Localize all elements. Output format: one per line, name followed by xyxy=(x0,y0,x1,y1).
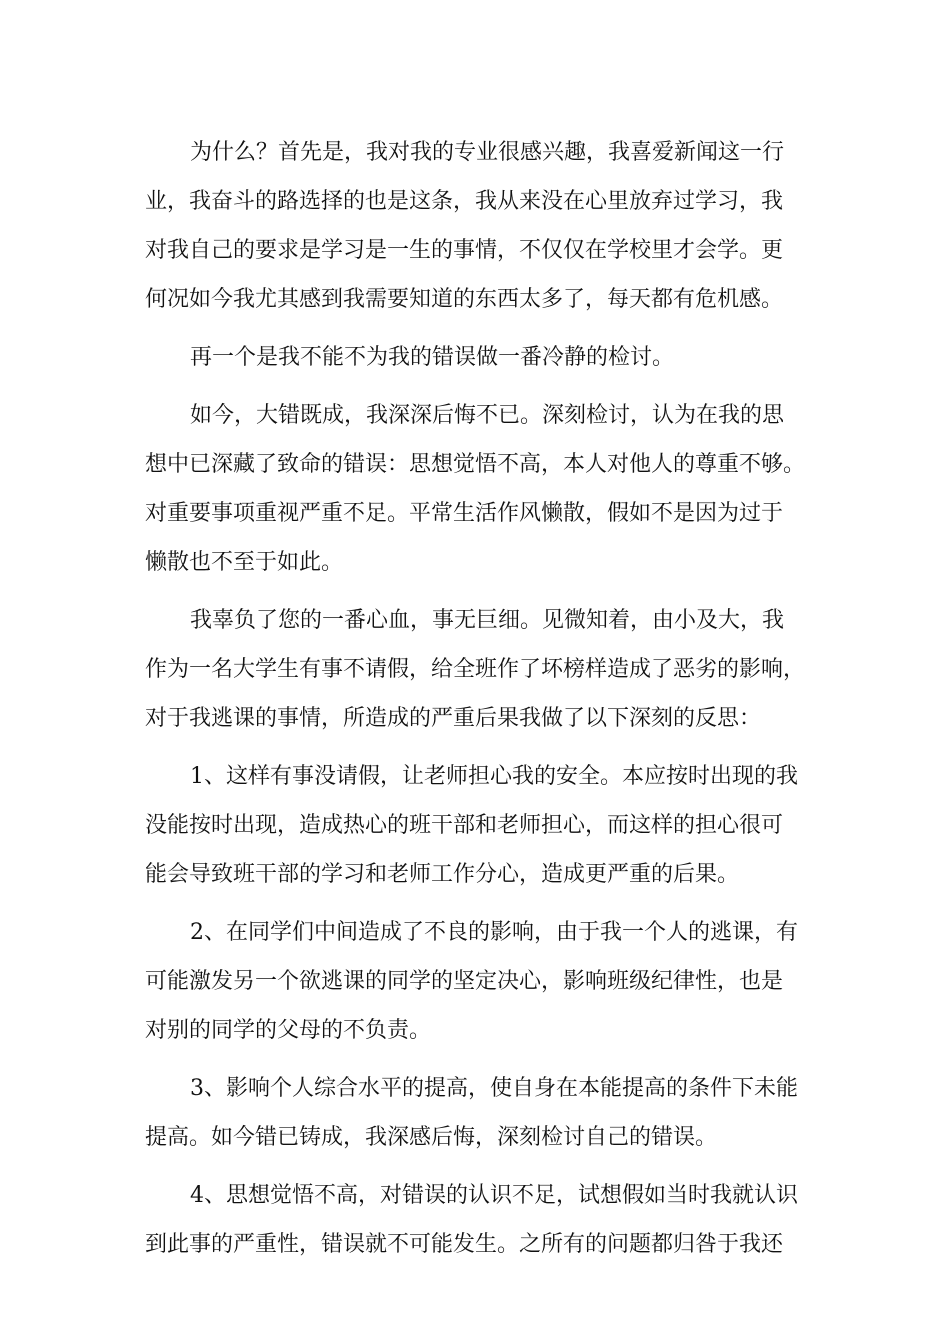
paragraph-line: 对于我逃课的事情，所造成的严重后果我做了以下深刻的反思： xyxy=(145,706,762,731)
paragraph-line: 能会导致班干部的学习和老师工作分心，造成更严重的后果。 xyxy=(145,862,740,887)
paragraph-line: 何况如今我尤其感到我需要知道的东西太多了，每天都有危机感。 xyxy=(145,287,784,312)
paragraph-line: 懒散也不至于如此。 xyxy=(145,550,344,575)
paragraph-4 xyxy=(145,596,817,743)
paragraph-line: 对重要事项重视严重不足。平常生活作风懒散，假如不是因为过于 xyxy=(145,501,784,526)
paragraph-7 xyxy=(145,1064,817,1162)
paragraph-3 xyxy=(145,391,817,587)
document-body xyxy=(145,128,817,1278)
paragraph-line: 我辜负了您的一番心血，事无巨细。见微知着，由小及大，我 xyxy=(190,608,785,633)
paragraph-line: 对我自己的要求是学习是一生的事情，不仅仅在学校里才会学。更 xyxy=(145,238,784,263)
paragraph-line: 到此事的严重性，错误就不可能发生。之所有的问题都归咎于我还 xyxy=(145,1232,784,1257)
paragraph-8 xyxy=(145,1171,817,1269)
paragraph-line: 没能按时出现，造成热心的班干部和老师担心，而这样的担心很可 xyxy=(145,813,784,838)
paragraph-line: 4、思想觉悟不高，对错误的认识不足，试想假如当时我就认识 xyxy=(190,1183,798,1208)
paragraph-6 xyxy=(145,908,817,1055)
paragraph-line: 对别的同学的父母的不负责。 xyxy=(145,1018,432,1043)
paragraph-line: 提高。如今错已铸成，我深感后悔，深刻检讨自己的错误。 xyxy=(145,1125,718,1150)
paragraph-line: 想中已深藏了致命的错误：思想觉悟不高，本人对他人的尊重不够。 xyxy=(145,452,806,477)
paragraph-5 xyxy=(145,752,817,899)
paragraph-line: 作为一名大学生有事不请假，给全班作了坏榜样造成了恶劣的影响， xyxy=(145,657,806,682)
paragraph-1 xyxy=(145,128,817,324)
paragraph-line: 再一个是我不能不为我的错误做一番冷静的检讨。 xyxy=(190,345,675,370)
paragraph-line: 如今，大错既成，我深深后悔不已。深刻检讨，认为在我的思 xyxy=(190,403,785,428)
paragraph-line: 3、影响个人综合水平的提高，使自身在本能提高的条件下未能 xyxy=(190,1076,798,1101)
paragraph-line: 2、在同学们中间造成了不良的影响，由于我一个人的逃课，有 xyxy=(190,920,798,945)
paragraph-2 xyxy=(145,333,817,382)
paragraph-line: 为什么？首先是，我对我的专业很感兴趣，我喜爱新闻这一行 xyxy=(190,140,785,165)
paragraph-line: 1、这样有事没请假，让老师担心我的安全。本应按时出现的我 xyxy=(190,764,798,789)
paragraph-line: 可能激发另一个欲逃课的同学的坚定决心，影响班级纪律性，也是 xyxy=(145,969,784,994)
paragraph-line: 业，我奋斗的路选择的也是这条，我从来没在心里放弃过学习，我 xyxy=(145,189,784,214)
